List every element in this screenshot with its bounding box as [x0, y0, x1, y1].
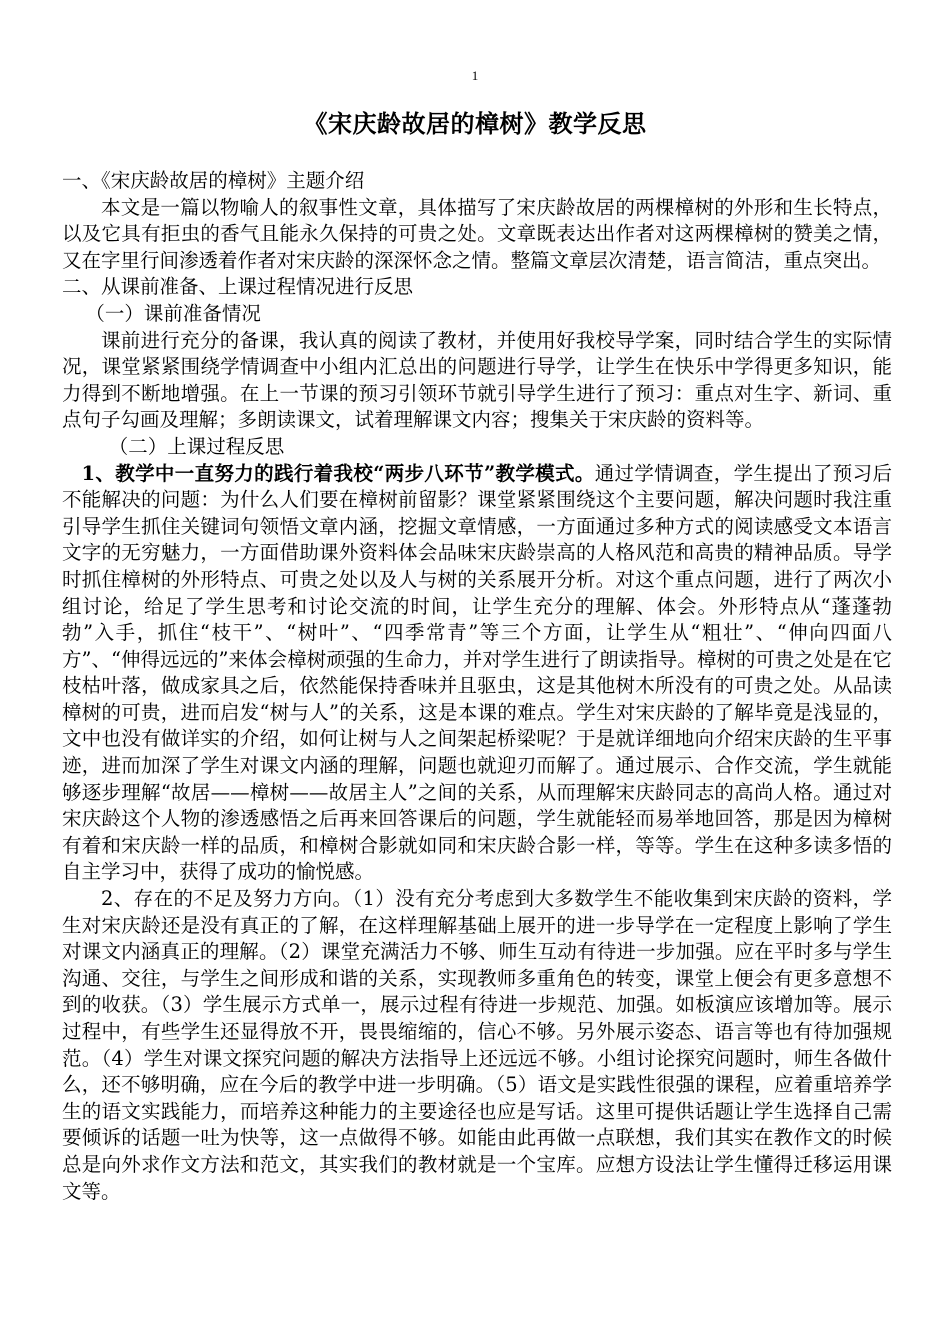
teaching-model-body: 通过学情调查，学生提出了预习后不能解决的问题：为什么人们要在樟树前留影？课堂紧紧围绕这个主要问题，解决问题时我注重引导学生抓住关键词句领悟文章内涵，挖掘文章情感，一方面通过多种方式的阅读感受文本语言文字的无穷魅力，一方面借助课外资料体会品味宋庆龄崇高的人格风范和高贵的精神品质。导学时抓住樟树的外形特点、可贵之处以及人与树的关系展开分析。对这个重点问题，进行了两次小组讨论，给足了学生思考和讨论交流的时间，让学生充分的理解、体会。外形特点从“蓬蓬勃勃”入手，抓住“枝干”、“树叶”、“四季常青”等三个方面，让学生从“粗壮”、“伸向四面八方”、“伸得远远的”来体会樟树顽强的生命力，并对学生进行了朗读指导。樟树的可贵之处是在它枝枯叶落，做成家具之后，依然能保持香味并且驱虫，这是其他树木所没有的可贵之处。从品读樟树的可贵，进而启发“树与人”的关系，这是本课的难点。学生对宋庆龄的了解毕竟是浅显的，文中也没有做详实的介绍，如何让树与人之间架起桥梁呢？于是就详细地向介绍宋庆龄的生平事迹，进而加深了学生对课文内涵的理解，问题也就迎刃而解了。通过展示、合作交流，学生就能够逐步理解“故居——樟树——故居主人”之间的关系，从而理解宋庆龄同志的高尚人格。通过对宋庆龄这个人物的渗透感悟之后再来回答课后的问题，学生就能轻而易举地回答，那是因为樟树有着和宋庆龄一样的品质，和樟树合影就如同和宋庆龄合影一样，等等。学生在这种多读多悟的自主学习中，获得了成功的愉悦感。	[62, 461, 892, 884]
document-title: 《宋庆龄故居的樟树》教学反思	[303, 110, 647, 138]
paragraph-preparation: 课前进行充分的备课，我认真的阅读了教材，并使用好我校导学案，同时结合学生的实际情况，课堂紧紧围绕学情调查中小组内汇总出的问题进行导学，让学生在快乐中学得更多知识，能力得到不断地增强。在上一节课的预习引领环节就引导学生进行了预习：重点对生字、新词、重点句子勾画及理解；多朗读课文，试着理解课文内容；搜集关于宋庆龄的资料等。	[62, 328, 892, 432]
paragraph-theme-intro: 本文是一篇以物喻人的叙事性文章，具体描写了宋庆龄故居的两棵樟树的外形和生长特点，以及它具有拒虫的香气且能永久保持的可贵之处。文章既表达出作者对这两棵樟树的赞美之情，又在字里行间渗透着作者对宋庆龄的深深怀念之情。整篇文章层次清楚，语言简洁，重点突出。	[62, 195, 892, 272]
subsection-heading-class-process: （二）上课过程反思	[108, 434, 285, 458]
section-heading-2: 二、从课前准备、上课过程情况进行反思	[62, 275, 414, 299]
paragraph-shortcomings: 2、存在的不足及努力方向。（1）没有充分考虑到大多数学生不能收集到宋庆龄的资料，学生对宋庆龄还是没有真正的了解，在这样理解基础上展开的进一步导学在一定程度上影响了学生对课文内涵真正的理解。（2）课堂充满活力不够、师生互动有待进一步加强。应在平时多与学生沟通、交往，与学生之间形成和谐的关系，实现教师多重角色的转变，课堂上便会有更多意想不到的收获。（3）学生展示方式单一，展示过程有待进一步规范、加强。如板演应该增加等。展示过程中，有些学生还显得放不开，畏畏缩缩的，信心不够。另外展示姿态、语言等也有待加强规范。（4）学生对课文探究问题的解决方法指导上还远远不够。小组讨论探究问题时，师生各做什么，还不够明确，应在今后的教学中进一步明确。（5）语文是实践性很强的课程，应着重培养学生的语文实践能力，而培养这种能力的主要途径也应是写话。这里可提供话题让学生选择自己需要倾诉的话题一吐为快等，这一点做得不够。如能由此再做一点联想，我们其实在教作文的时候总是向外求作文方法和范文，其实我们的教材就是一个宝库。应想方设法让学生懂得迁移运用课文等。	[62, 887, 892, 1203]
document-body	[62, 168, 892, 1205]
paragraph-teaching-model	[62, 461, 892, 887]
subsection-heading-preparation: （一）课前准备情况	[85, 301, 261, 325]
teaching-model-lead: 1、教学中一直努力的践行着我校“两步八环节”教学模式。	[81, 461, 595, 485]
section-heading-1: 一、《宋庆龄故居的樟树》主题介绍	[62, 169, 365, 192]
page-number: 1	[471, 68, 479, 83]
